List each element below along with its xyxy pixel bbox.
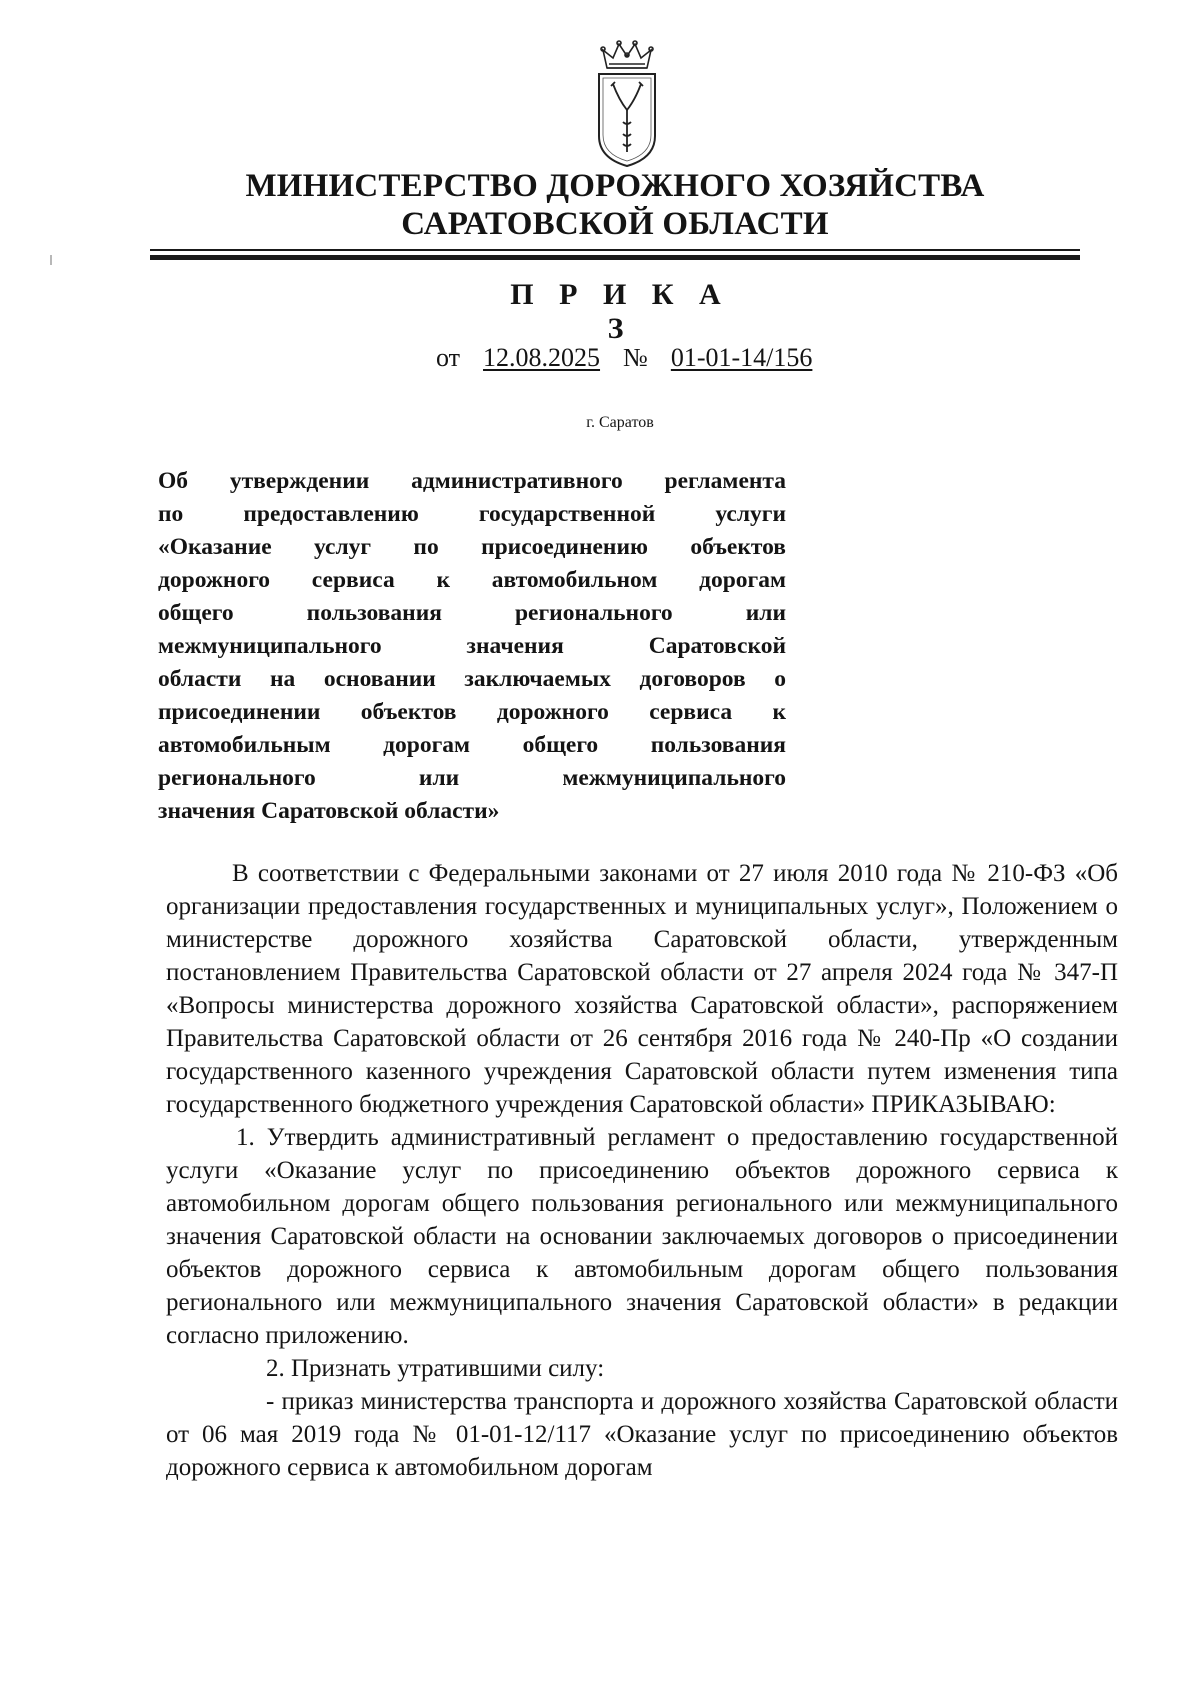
subject-line: по предоставлению государственной услуги	[158, 501, 786, 527]
subject-line: значения Саратовской области»	[158, 798, 500, 824]
subject-line: общего пользования регионального или	[158, 600, 786, 626]
subject-line: регионального или межмуниципального	[158, 765, 786, 791]
subject-line: «Оказание услуг по присоединению объектов	[158, 534, 786, 560]
item-1-paragraph: 1. Утвердить административный регламент о предоставлению государственной услуги «Оказание услуг по присоединению объектов дорожного сервиса к автомобильном дорогам общего пользования регионального или межмуниципального значения Саратовской области на основании заключаемых договоров о присоединении объектов дорожного сервиса к автомобильным дорогам общего пользования регионального или межмуниципального значения Саратовской области» в редакции согласно приложению.	[166, 1124, 1118, 1349]
item-2-paragraph: 2. Признать утратившими силу:	[266, 1355, 605, 1382]
preamble-paragraph: В соответствии с Федеральными законами от 27 июля 2010 года № 210-ФЗ «Об организации предоставления государственных и муниципальных услуг», Положением о министерстве дорожного хозяйства Саратовской области, утвержденным постановлением Правительства Саратовской области от 27 апреля 2024 года № 347-П «Вопросы министерства дорожного хозяйства Саратовской области», распоряжением Правительства Саратовской области от 26 сентября 2016 года № 240-Пр «О создании государственного казенного учреждения Саратовской области путем изменения типа государственного бюджетного учреждения Саратовской области» ПРИКАЗЫВАЮ:	[166, 860, 1118, 1118]
subject-line: автомобильным дорогам общего пользования	[158, 732, 786, 758]
header-divider-thin	[150, 249, 1080, 251]
order-number-label: №	[623, 343, 648, 372]
order-date-number	[436, 343, 812, 373]
header-divider-thick	[150, 255, 1080, 260]
order-from-label: от	[436, 343, 461, 372]
order-body	[166, 857, 1118, 1484]
item-2-subitem-paragraph: - приказ министерства транспорта и дорожного хозяйства Саратовской области от 06 мая 2019 года № 01-01-12/117 «Оказание услуг по присоединению объектов дорожного сервиса к автомобильном дорогам	[166, 1388, 1118, 1481]
ministry-name-line2: САРАТОВСКОЙ ОБЛАСТИ	[401, 206, 829, 242]
subject-line: межмуниципального значения Саратовской	[158, 633, 786, 659]
coat-of-arms-icon	[593, 40, 661, 170]
subject-line: дорожного сервиса к автомобильном дорогам	[158, 567, 786, 593]
order-city: г. Саратов	[586, 414, 654, 431]
subject-line: области на основании заключаемых договоров о	[158, 666, 786, 692]
order-subject	[158, 465, 786, 828]
subject-line: Об утверждении административного регламента	[158, 468, 786, 494]
subject-line: присоединении объектов дорожного сервиса к	[158, 699, 786, 725]
ministry-name-line1: МИНИСТЕРСТВО ДОРОЖНОГО ХОЗЯЙСТВА	[245, 168, 985, 204]
scan-artifact	[50, 255, 52, 265]
order-number: 01-01-14/156	[670, 343, 813, 372]
order-title: П Р И К А З	[510, 278, 730, 345]
order-date: 12.08.2025	[483, 343, 601, 372]
